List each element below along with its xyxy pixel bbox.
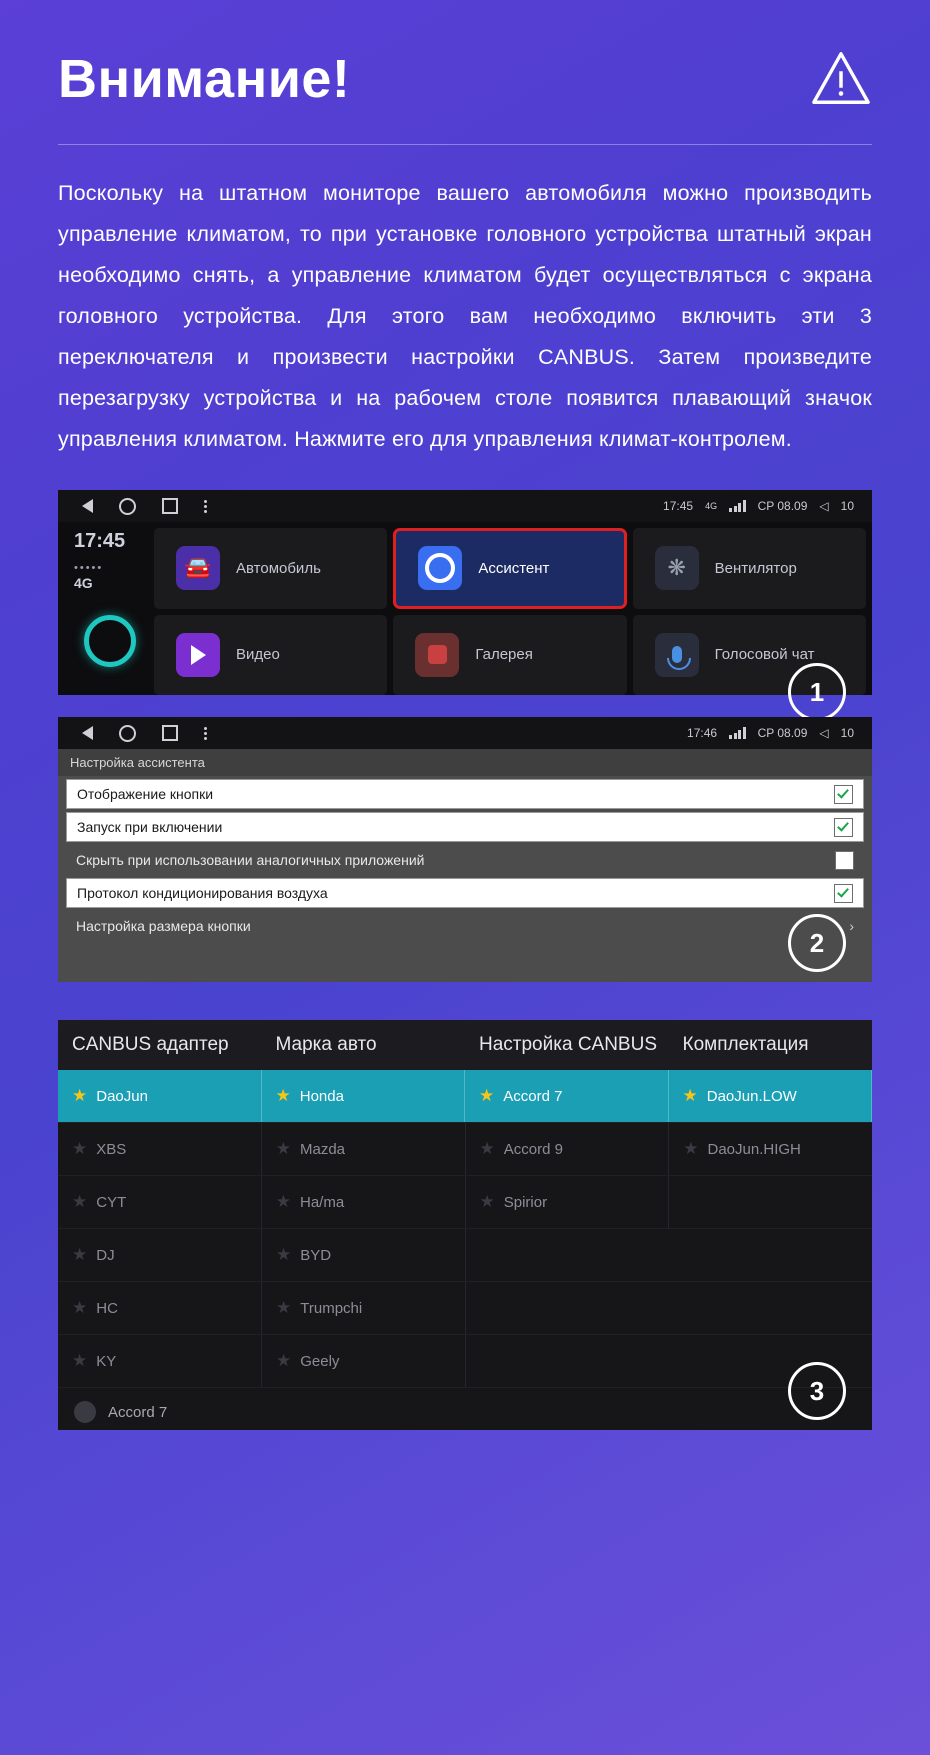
video-icon (176, 633, 220, 677)
callout-1: 1 (788, 663, 846, 721)
status-volume: 10 (840, 499, 854, 513)
cell-brand[interactable]: ★ Mazda (262, 1123, 466, 1175)
home-icon[interactable] (119, 725, 136, 742)
star-icon: ★ (479, 1086, 495, 1105)
callout-2: 2 (788, 914, 846, 972)
star-icon: ★ (72, 1086, 88, 1105)
setting-row-button-display[interactable] (66, 779, 864, 809)
table-row[interactable] (58, 1335, 872, 1388)
column-header-trim: Комплектация (682, 1034, 809, 1055)
tile-label: Галерея (475, 646, 533, 664)
footer-label: Accord 7 (108, 1403, 168, 1421)
assistant-ring-icon[interactable] (84, 615, 136, 667)
setting-label: Отображение кнопки (77, 786, 214, 802)
cell-brand[interactable]: ★ Honda (262, 1070, 466, 1122)
setting-row-ac-protocol[interactable] (66, 878, 864, 908)
cell-canbus (466, 1229, 669, 1281)
star-icon: ★ (72, 1139, 88, 1158)
app-tile-grid (154, 522, 872, 695)
status-time: 17:46 (687, 726, 718, 740)
volume-icon: ◁ (819, 499, 829, 513)
setting-label: Настройка размера кнопки (76, 918, 251, 934)
cell-canbus (466, 1282, 669, 1334)
checkbox-icon[interactable] (834, 818, 853, 837)
cell-adapter[interactable]: ★ HC (58, 1282, 262, 1334)
star-icon: ★ (276, 1351, 292, 1370)
setting-row-autostart[interactable] (66, 812, 864, 842)
launcher-sidebar (58, 522, 154, 695)
cell-canbus[interactable]: ★ Spirior (466, 1176, 670, 1228)
vehicle-icon (74, 1401, 96, 1423)
tile-label: Видео (236, 646, 280, 664)
callout-3: 3 (788, 1362, 846, 1420)
status-network: 4G (705, 501, 718, 511)
fan-icon: ❋ (655, 546, 699, 590)
tile-label: Голосовой чат (714, 646, 815, 664)
status-volume: 10 (840, 726, 854, 740)
cell-trim[interactable]: ★ DaoJun.HIGH (683, 1139, 801, 1158)
star-icon: ★ (72, 1192, 88, 1211)
home-icon[interactable] (119, 498, 136, 515)
cell-brand[interactable]: ★ Ha/ma (262, 1176, 466, 1228)
star-icon: ★ (72, 1245, 88, 1264)
column-header-brand: Марка авто (275, 1034, 377, 1055)
star-icon: ★ (72, 1298, 88, 1317)
status-date: CP 08.09 (757, 726, 808, 740)
warning-triangle-icon (810, 48, 872, 110)
table-footer (58, 1388, 872, 1430)
cell-canbus (466, 1335, 669, 1387)
table-header (58, 1020, 872, 1070)
assistant-icon (418, 546, 462, 590)
cell-adapter[interactable]: ★ CYT (58, 1176, 262, 1228)
setting-row-hide-similar-apps[interactable] (66, 845, 864, 875)
setting-label: Запуск при включении (77, 819, 223, 835)
settings-section-title: Настройка ассистента (58, 749, 872, 776)
checkbox-icon[interactable] (834, 785, 853, 804)
back-icon[interactable] (82, 499, 93, 513)
star-icon: ★ (72, 1351, 88, 1370)
car-icon: 🚘 (176, 546, 220, 590)
sidebar-network: 4G (74, 575, 93, 591)
tile-gallery[interactable] (393, 615, 626, 696)
chevron-right-icon: › (849, 918, 854, 934)
column-header-canbus: Настройка CANBUS (479, 1034, 657, 1055)
checkbox-icon[interactable] (835, 851, 854, 870)
recents-icon[interactable] (162, 725, 178, 741)
column-header-adapter: CANBUS адаптер (72, 1034, 229, 1055)
star-icon: ★ (275, 1086, 291, 1105)
table-row[interactable] (58, 1229, 872, 1282)
cell-adapter[interactable]: ★ XBS (58, 1123, 262, 1175)
cell-trim[interactable]: ★ DaoJun.LOW (669, 1070, 873, 1122)
star-icon: ★ (479, 1192, 495, 1211)
cell-brand[interactable]: ★ Trumpchi (262, 1282, 466, 1334)
gallery-icon (415, 633, 459, 677)
back-icon[interactable] (82, 726, 93, 740)
sidebar-time: 17:45 (74, 530, 126, 552)
checkbox-icon[interactable] (834, 884, 853, 903)
setting-label: Скрыть при использовании аналогичных приложений (76, 852, 425, 868)
cell-adapter[interactable]: ★ DJ (58, 1229, 262, 1281)
tile-label: Вентилятор (714, 559, 797, 577)
star-icon: ★ (683, 1139, 699, 1158)
header-divider (58, 144, 872, 145)
cell-brand[interactable]: ★ BYD (262, 1229, 466, 1281)
star-icon: ★ (682, 1086, 698, 1105)
cell-canbus[interactable]: ★ Accord 7 (465, 1070, 669, 1122)
cell-trim (669, 1176, 872, 1228)
screenshot-launcher (58, 490, 872, 707)
page-header (58, 0, 872, 110)
table-row[interactable] (58, 1176, 872, 1229)
cell-brand[interactable]: ★ Geely (262, 1335, 466, 1387)
tile-video[interactable] (154, 615, 387, 696)
body-paragraph: Поскольку на штатном мониторе вашего автомобиля можно производить управление климатом, то при установке головного устройства штатный экран необходимо снять, а управление климатом будет осуществляться с экрана головного устройства. Для этого вам необходимо включить эти 3 переключателя и произвести настройки CANBUS. Затем произведите перезагрузку устройства и на рабочем столе появится плавающий значок управления климатом. Нажмите его для управления климат-контролем. (58, 181, 872, 451)
launcher-body (58, 522, 872, 695)
star-icon: ★ (275, 1192, 291, 1211)
recents-icon[interactable] (162, 498, 178, 514)
status-time: 17:45 (663, 499, 694, 513)
table-row[interactable] (58, 1123, 872, 1176)
star-icon: ★ (276, 1245, 292, 1264)
cell-trim (669, 1229, 872, 1281)
status-bar (58, 717, 872, 749)
table-row[interactable] (58, 1070, 872, 1123)
signal-icon (729, 727, 746, 739)
overflow-menu-icon[interactable] (204, 727, 207, 740)
tile-car[interactable] (154, 528, 387, 609)
cell-adapter[interactable]: ★ DaoJun (58, 1070, 262, 1122)
cell-adapter[interactable]: ★ KY (58, 1335, 262, 1387)
star-icon: ★ (276, 1298, 292, 1317)
microphone-icon (655, 633, 699, 677)
star-icon: ★ (479, 1139, 495, 1158)
overflow-menu-icon[interactable] (204, 500, 207, 513)
setting-label: Протокол кондиционирования воздуха (77, 885, 328, 901)
screenshot-canbus-table (58, 1020, 872, 1430)
cell-trim (669, 1282, 872, 1334)
sidebar-signal-dots: ••••• (74, 562, 104, 574)
volume-icon: ◁ (819, 726, 829, 740)
signal-icon (729, 500, 746, 512)
table-row[interactable] (58, 1282, 872, 1335)
tile-assistant[interactable] (393, 528, 626, 609)
page-title: Внимание! (58, 49, 351, 109)
star-icon: ★ (275, 1139, 291, 1158)
setting-row-button-size[interactable] (66, 911, 864, 941)
tile-fan[interactable] (633, 528, 866, 609)
cell-canbus[interactable]: ★ Accord 9 (466, 1123, 670, 1175)
status-bar (58, 490, 872, 522)
tile-label: Автомобиль (236, 559, 321, 577)
tile-label: Ассистент (478, 559, 550, 577)
status-date: CP 08.09 (757, 499, 808, 513)
screenshot-assistant-settings (58, 717, 872, 982)
